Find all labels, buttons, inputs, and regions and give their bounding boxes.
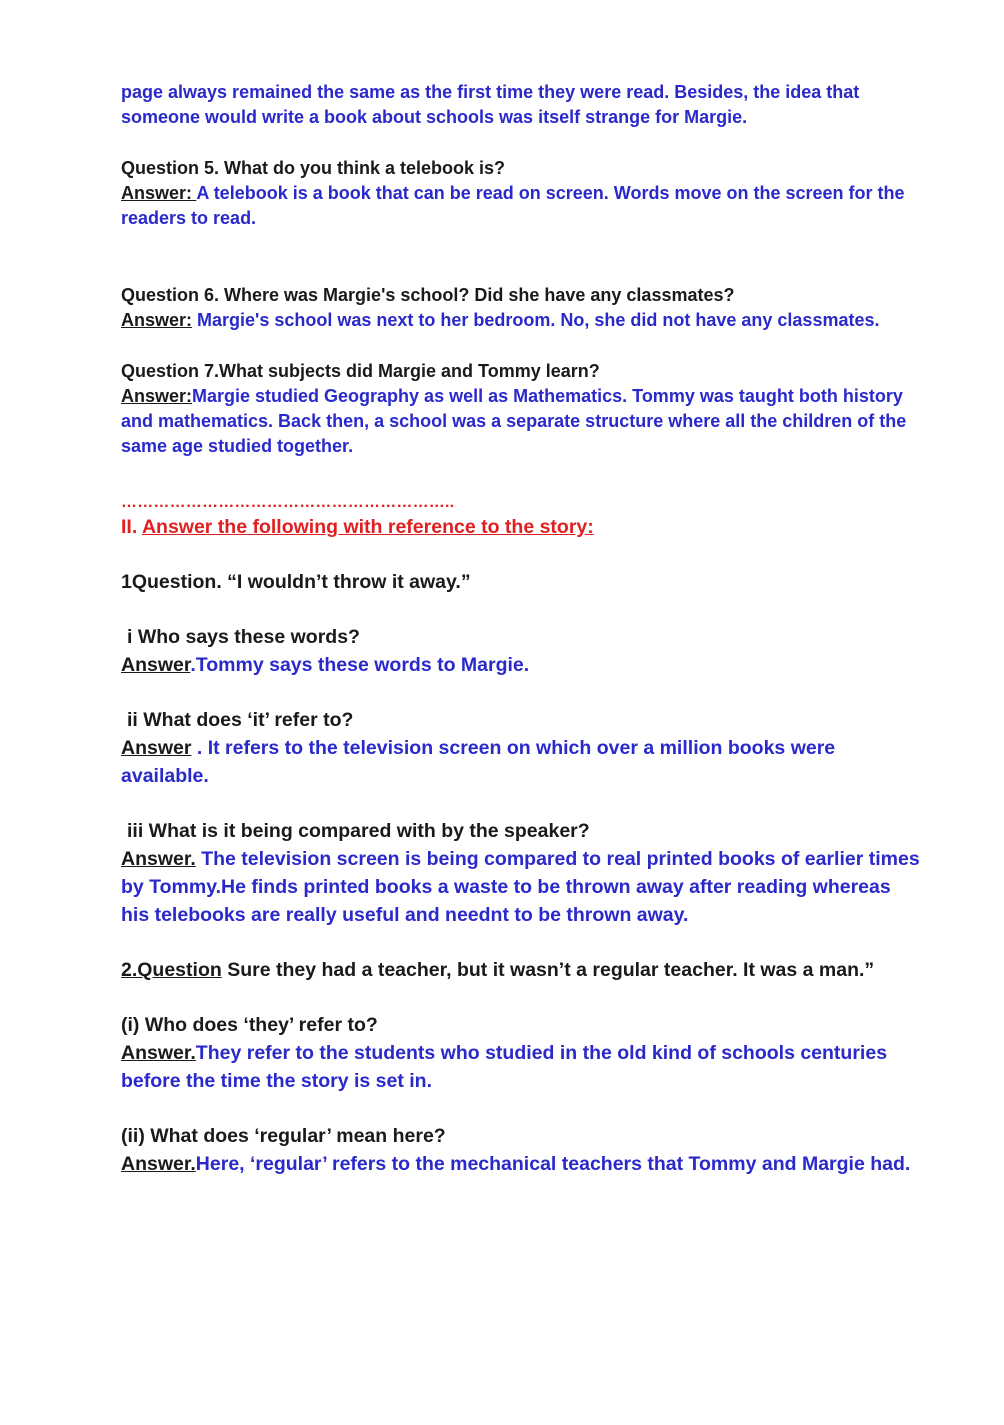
answer-text: A telebook is a book that can be read on screen. Words move on the screen for the readers to read. — [121, 183, 905, 228]
answer-text: The television screen is being compared to real printed books of earlier times by Tommy.He finds printed books a waste to be thrown away after reading whereas his telebooks are really useful and neednt to be thrown away. — [121, 848, 920, 926]
sub-question-answer — [121, 845, 921, 929]
answer-text: Margie studied Geography as well as Mathematics. Tommy was taught both history and mathematics. Back then, a school was a separate structure where all the children of the same age studied together. — [121, 386, 907, 456]
answer-label: Answer. — [121, 848, 196, 870]
sub-question-1-i — [121, 623, 921, 679]
sub-question-text: iii What is it being compared with by the speaker? — [127, 820, 590, 842]
question-6-answer — [121, 308, 921, 333]
question-5-answer — [121, 181, 921, 231]
sub-question-2-ii — [121, 1122, 921, 1178]
sub-question-text: i Who says these words? — [127, 626, 360, 648]
sub-question-text: ii What does ‘it’ refer to? — [127, 709, 354, 731]
question-6 — [121, 283, 921, 333]
sub-question-2-i — [121, 1011, 921, 1095]
answer-label: Answer — [121, 654, 191, 676]
answer-label: Answer. — [121, 1153, 196, 1175]
sub-question-1-iii — [121, 817, 921, 929]
answer-label: Answer: — [121, 183, 197, 203]
sub-question-answer — [121, 651, 921, 679]
sub-question-1-ii — [121, 706, 921, 790]
answer-text: Here, ‘regular’ refers to the mechanical teachers that Tommy and Margie had. — [195, 1153, 911, 1175]
document-page — [121, 80, 921, 1178]
question-text: Sure they had a teacher, but it wasn’t a regular teacher. It was a man.” — [221, 959, 875, 981]
dotted-separator: …………………………………………………….. — [121, 494, 455, 511]
answer-label: Answer — [121, 737, 192, 759]
question-5-text: Question 5. What do you think a telebook is? — [121, 158, 506, 178]
answer-label: Answer. — [121, 1042, 196, 1064]
question-7-text: Question 7.What subjects did Margie and Tommy learn? — [121, 361, 600, 381]
question-label: 2.Question — [121, 959, 222, 981]
answer-label: Answer: — [121, 310, 193, 330]
reference-question-1: 1Question. “I wouldn’t throw it away.” — [121, 571, 471, 593]
question-5 — [121, 156, 921, 231]
question-7-answer — [121, 384, 921, 459]
sub-question-answer — [121, 1150, 921, 1178]
answer-label: Answer: — [121, 386, 193, 406]
question-6-text: Question 6. Where was Margie's school? Did she have any classmates? — [121, 285, 735, 305]
section-2-heading — [121, 513, 921, 541]
question-7 — [121, 359, 921, 459]
sub-question-text: (i) Who does ‘they’ refer to? — [121, 1014, 378, 1036]
intro-line-1: page always remained the same as the first time they were read. Besides, the idea that — [121, 82, 860, 102]
sub-question-text: (ii) What does ‘regular’ mean here? — [121, 1125, 446, 1147]
intro-paragraph — [121, 80, 921, 130]
answer-text: .Tommy says these words to Margie. — [190, 654, 530, 676]
section-title: Answer the following with reference to the story: — [141, 516, 594, 538]
answer-text: Margie's school was next to her bedroom. No, she did not have any classmates. — [192, 310, 880, 330]
intro-line-2: someone would write a book about schools was itself strange for Margie. — [121, 107, 748, 127]
answer-text: . It refers to the television screen on which over a million books were available. — [121, 737, 836, 787]
sub-question-answer — [121, 1039, 921, 1095]
section-number: II. — [121, 516, 142, 538]
answer-text: They refer to the students who studied in the old kind of schools centuries before the time the story is set in. — [121, 1042, 888, 1092]
sub-question-answer — [121, 734, 921, 790]
reference-question-2 — [121, 956, 921, 984]
